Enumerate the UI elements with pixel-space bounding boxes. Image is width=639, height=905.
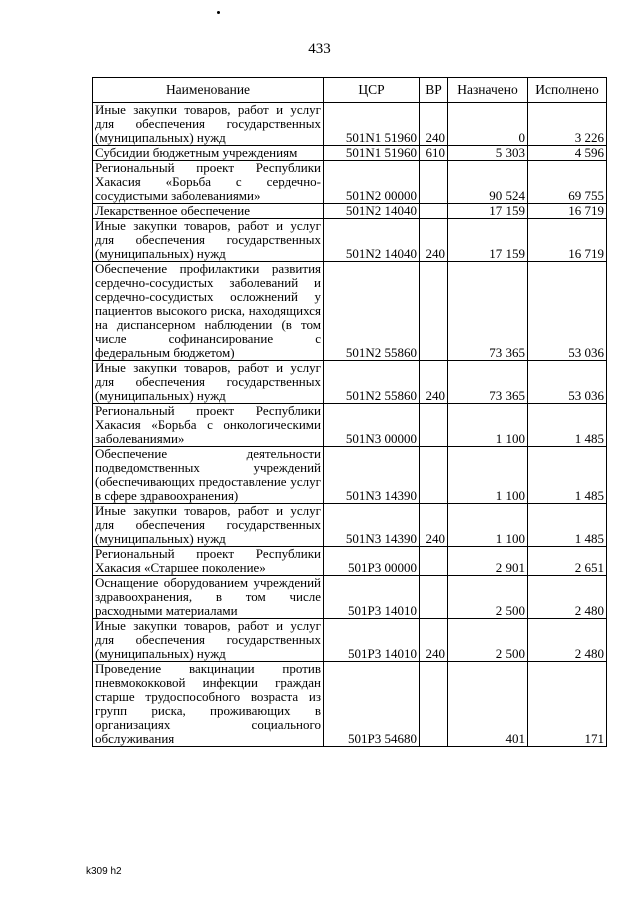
row-name: Обеспечение деятельности подведомственных учреждений (обеспечивающих предоставление услуг в сфере здравоохранения) (93, 447, 324, 504)
row-executed: 4 596 (528, 146, 607, 161)
row-vr: 610 (420, 146, 448, 161)
header-vr: ВР (420, 78, 448, 103)
row-executed: 1 485 (528, 404, 607, 447)
row-executed: 171 (528, 662, 607, 747)
row-csr: 501N2 00000 (324, 161, 420, 204)
row-vr (420, 404, 448, 447)
row-csr: 501N3 14390 (324, 504, 420, 547)
row-name: Проведение вакцинации против пневмококковой инфекции граждан старше трудоспособного возраста из групп риска, проживающих в организациях социального обслуживания (93, 662, 324, 747)
table-row (93, 103, 607, 146)
row-csr: 501N1 51960 (324, 103, 420, 146)
page-number: 433 (308, 41, 331, 57)
header-csr: ЦСР (324, 78, 420, 103)
row-planned: 1 100 (448, 504, 528, 547)
row-name: Иные закупки товаров, работ и услуг для обеспечения государственных (муниципальных) нужд (93, 103, 324, 146)
table-row (93, 219, 607, 262)
table-row (93, 146, 607, 161)
row-executed: 53 036 (528, 361, 607, 404)
row-executed: 2 651 (528, 547, 607, 576)
row-planned: 5 303 (448, 146, 528, 161)
row-executed: 53 036 (528, 262, 607, 361)
row-executed: 16 719 (528, 204, 607, 219)
table-row (93, 547, 607, 576)
row-csr: 501N1 51960 (324, 146, 420, 161)
row-vr: 240 (420, 219, 448, 262)
row-name: Региональный проект Республики Хакасия «Старшее поколение» (93, 547, 324, 576)
row-executed: 69 755 (528, 161, 607, 204)
budget-table (92, 77, 607, 747)
row-vr: 240 (420, 504, 448, 547)
row-vr (420, 547, 448, 576)
row-name: Иные закупки товаров, работ и услуг для обеспечения государственных (муниципальных) нужд (93, 619, 324, 662)
row-name: Иные закупки товаров, работ и услуг для обеспечения государственных (муниципальных) нужд (93, 504, 324, 547)
header-executed: Исполнено (528, 78, 607, 103)
row-name: Оснащение оборудованием учреждений здравоохранения, в том числе расходными материалами (93, 576, 324, 619)
row-executed: 2 480 (528, 619, 607, 662)
row-executed: 2 480 (528, 576, 607, 619)
row-vr (420, 262, 448, 361)
table-header-row (93, 78, 607, 103)
table-row (93, 447, 607, 504)
row-planned: 1 100 (448, 404, 528, 447)
row-planned: 73 365 (448, 361, 528, 404)
row-name: Субсидии бюджетным учреждениям (93, 146, 324, 161)
row-csr: 501P3 00000 (324, 547, 420, 576)
header-name: Наименование (93, 78, 324, 103)
row-planned: 90 524 (448, 161, 528, 204)
row-planned: 2 901 (448, 547, 528, 576)
table-row (93, 404, 607, 447)
table-row (93, 161, 607, 204)
row-csr: 501N2 14040 (324, 204, 420, 219)
row-csr: 501P3 14010 (324, 619, 420, 662)
row-planned: 17 159 (448, 204, 528, 219)
table-row (93, 361, 607, 404)
row-name: Обеспечение профилактики развития сердечно-сосудистых заболеваний и сердечно-сосудистых осложнений у пациентов высокого риска, находящихся на диспансерном наблюдении (в том числе софинансирование с федеральным бюджетом) (93, 262, 324, 361)
scan-speck (217, 11, 220, 14)
row-executed: 1 485 (528, 504, 607, 547)
row-vr (420, 204, 448, 219)
row-csr: 501N3 14390 (324, 447, 420, 504)
table-row (93, 662, 607, 747)
row-planned: 0 (448, 103, 528, 146)
row-csr: 501N3 00000 (324, 404, 420, 447)
table-row (93, 619, 607, 662)
row-executed: 1 485 (528, 447, 607, 504)
row-vr (420, 447, 448, 504)
row-csr: 501N2 55860 (324, 361, 420, 404)
footer-code: k309 h2 (86, 866, 122, 877)
row-planned: 1 100 (448, 447, 528, 504)
table-row (93, 576, 607, 619)
row-executed: 3 226 (528, 103, 607, 146)
row-vr (420, 161, 448, 204)
row-planned: 401 (448, 662, 528, 747)
row-executed: 16 719 (528, 219, 607, 262)
row-name: Региональный проект Республики Хакасия «Борьба с сердечно-сосудистыми заболеваниями» (93, 161, 324, 204)
row-csr: 501N2 14040 (324, 219, 420, 262)
table-row (93, 504, 607, 547)
row-csr: 501N2 55860 (324, 262, 420, 361)
row-vr: 240 (420, 619, 448, 662)
row-vr (420, 576, 448, 619)
table-row (93, 262, 607, 361)
row-csr: 501P3 14010 (324, 576, 420, 619)
row-planned: 2 500 (448, 619, 528, 662)
header-planned: Назначено (448, 78, 528, 103)
row-planned: 73 365 (448, 262, 528, 361)
row-name: Лекарственное обеспечение (93, 204, 324, 219)
row-vr (420, 662, 448, 747)
budget-table-container (92, 77, 606, 747)
row-name: Региональный проект Республики Хакасия «Борьба с онкологическими заболеваниями» (93, 404, 324, 447)
row-name: Иные закупки товаров, работ и услуг для обеспечения государственных (муниципальных) нужд (93, 361, 324, 404)
row-planned: 2 500 (448, 576, 528, 619)
row-planned: 17 159 (448, 219, 528, 262)
row-name: Иные закупки товаров, работ и услуг для обеспечения государственных (муниципальных) нужд (93, 219, 324, 262)
row-csr: 501P3 54680 (324, 662, 420, 747)
row-vr: 240 (420, 103, 448, 146)
row-vr: 240 (420, 361, 448, 404)
table-row (93, 204, 607, 219)
